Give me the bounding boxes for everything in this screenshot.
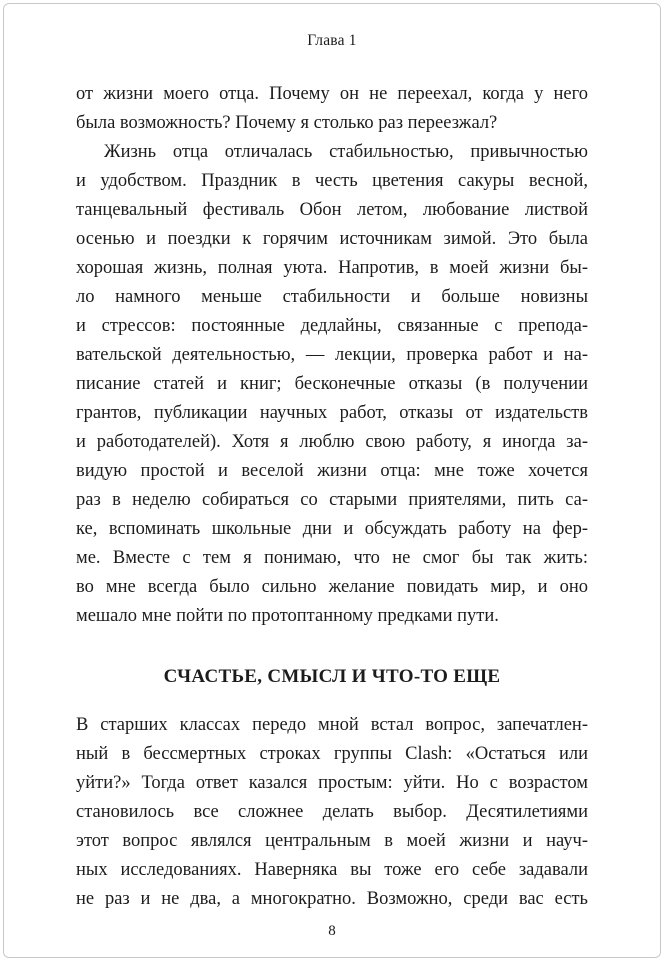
- text-line: Жизнь отца отличалась стабильностью, привычностью: [104, 142, 588, 162]
- section-heading: СЧАСТЬЕ, СМЫСЛ И ЧТО-ТО ЕЩЕ: [163, 666, 501, 687]
- text-line: грантов, публикации научных работ, отказы от издательств: [76, 403, 588, 423]
- text-line: этот вопрос являлся центральным в моей жизни и науч-: [76, 831, 588, 851]
- text-line: и работодателей). Хотя я люблю свою работу, я иногда за-: [76, 432, 588, 452]
- paragraph: [76, 138, 588, 631]
- paragraph: [76, 80, 588, 138]
- text-line: писание статей и книг; бесконечные отказы (в получении: [76, 374, 588, 394]
- text-line: мешало мне пойти по протоптанному предками пути.: [76, 606, 499, 626]
- text-line: становилось все сложнее делать выбор. Десятилетиями: [76, 802, 588, 822]
- text-line: В старших классах передо мной встал вопрос, запечатлен-: [76, 715, 588, 735]
- chapter-header: Глава 1: [307, 32, 357, 49]
- text-line: и стрессов: постоянные дедлайны, связанные с препода-: [76, 316, 588, 336]
- text-line: от жизни моего отца. Почему он не переехал, когда у него: [76, 84, 588, 104]
- text-line: уйти?» Тогда ответ казался простым: уйти. Но с возрастом: [76, 773, 588, 793]
- text-line: осенью и поездки к горячим источникам зимой. Это была: [76, 229, 588, 249]
- text-line: вательской деятельностью, — лекции, проверка работ и на-: [76, 345, 588, 365]
- text-line: не раз и не два, а многократно. Возможно, среди вас есть: [76, 889, 588, 909]
- text-line: ке, вспоминать школьные дни и обсуждать работу на фер-: [76, 519, 588, 539]
- page-number: 8: [328, 923, 336, 939]
- text-line: и удобством. Праздник в честь цветения сакуры весной,: [76, 171, 588, 191]
- text-line: во мне всегда было сильно желание повидать мир, и оно: [76, 577, 588, 597]
- text-line: хорошая жизнь, полная уюта. Напротив, в моей жизни бы-: [76, 258, 588, 278]
- text-line: ло намного меньше стабильности и больше новизны: [76, 287, 588, 307]
- text-line: ме. Вместе с тем я понимаю, что не смог бы так жить:: [76, 548, 588, 568]
- text-line: танцевальный фестиваль Обон летом, любование листвой: [76, 200, 588, 220]
- text-line: ный в бессмертных строках группы Clash: «Остаться или: [76, 744, 588, 764]
- text-line: ных исследованиях. Наверняка вы тоже его себе задавали: [76, 860, 588, 880]
- book-page: [3, 3, 661, 958]
- text-line: видую простой и веселой жизни отца: мне тоже хочется: [76, 461, 588, 481]
- text-line: раз в неделю собираться со старыми приятелями, пить са-: [76, 490, 588, 510]
- text-line: была возможность? Почему я столько раз переезжал?: [76, 113, 498, 133]
- page-body: [76, 80, 588, 914]
- paragraph: [76, 711, 588, 914]
